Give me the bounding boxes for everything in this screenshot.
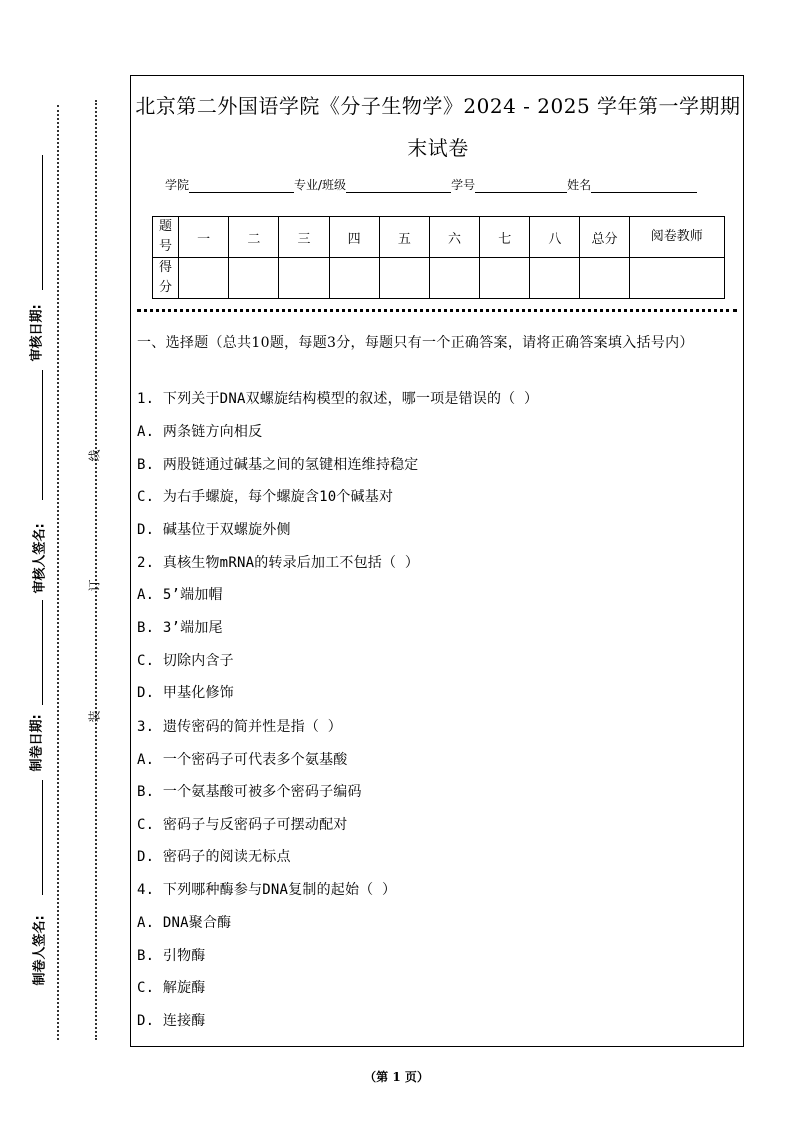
option-b: B. 两股链通过碱基之间的氢键相连维持稳定 — [137, 457, 419, 473]
option-d: D. 连接酶 — [137, 1013, 206, 1029]
score-table-header-row — [153, 217, 725, 258]
student-info-row — [165, 176, 697, 193]
maker-sign-line[interactable] — [42, 780, 43, 895]
question-stem: 2. 真核生物mRNA的转录后加工不包括（ ） — [137, 555, 420, 571]
col-5: 五 — [379, 217, 429, 258]
name-label: 姓名 — [567, 178, 592, 192]
bind-char-xian: 线 — [87, 449, 102, 462]
question-number-label: 题号 — [153, 217, 179, 258]
major-class-label: 专业/班级 — [294, 178, 347, 192]
col-1: 一 — [179, 217, 229, 258]
option-d: D. 甲基化修饰 — [137, 685, 234, 701]
col-3: 三 — [279, 217, 329, 258]
question-stem: 3. 遗传密码的简并性是指（ ） — [137, 719, 342, 735]
exam-title-line2: 末试卷 — [407, 136, 469, 160]
total-label: 总分 — [580, 217, 629, 258]
score-cell[interactable] — [530, 258, 580, 299]
option-c: C. 为右手螺旋，每个螺旋含10个碱基对 — [137, 489, 394, 505]
option-b: B. 引物酶 — [137, 948, 206, 964]
teacher-label: 阅卷教师 — [629, 217, 724, 258]
option-c: C. 密码子与反密码子可摆动配对 — [137, 817, 348, 833]
option-a: A. 5’端加帽 — [137, 587, 223, 603]
review-date-label: 审核日期: — [29, 304, 45, 362]
reviewer-sign-line[interactable] — [42, 370, 43, 500]
score-cell[interactable] — [429, 258, 479, 299]
option-d: D. 碱基位于双螺旋外侧 — [137, 522, 291, 538]
option-d: D. 密码子的阅读无标点 — [137, 849, 291, 865]
option-c: C. 解旋酶 — [137, 980, 206, 996]
name-field[interactable] — [591, 180, 697, 193]
page-number: （第 1 页） — [364, 1070, 429, 1084]
dotted-separator — [137, 309, 737, 312]
question-stem: 4. 下列哪种酶参与DNA复制的起始（ ） — [137, 882, 397, 898]
section-heading: 一、选择题（总共10题，每题3分，每题只有一个正确答案，请将正确答案填入括号内） — [137, 335, 694, 351]
score-table-score-row — [153, 258, 725, 299]
student-id-label: 学号 — [451, 178, 476, 192]
option-a: A. 一个密码子可代表多个氨基酸 — [137, 752, 348, 768]
left-dotted-line — [57, 105, 59, 1040]
col-4: 四 — [329, 217, 379, 258]
exam-title-line1: 北京第二外国语学院《分子生物学》2024 - 2025 学年第一学期期 — [135, 94, 741, 118]
option-a: A. 两条链方向相反 — [137, 424, 263, 440]
student-id-field[interactable] — [475, 180, 567, 193]
teacher-sign-cell[interactable] — [629, 258, 724, 299]
score-table — [152, 216, 725, 299]
exam-frame — [130, 75, 744, 1047]
option-a: A. DNA聚合酶 — [137, 915, 232, 931]
bind-char-ding: 订 — [87, 579, 102, 592]
make-date-line[interactable] — [42, 600, 43, 705]
score-cell[interactable] — [329, 258, 379, 299]
major-class-field[interactable] — [346, 180, 451, 193]
score-label: 得分 — [153, 258, 179, 299]
col-7: 七 — [480, 217, 530, 258]
score-cell[interactable] — [279, 258, 329, 299]
reviewer-sign-label: 审核人签名: — [32, 523, 48, 594]
option-c: C. 切除内含子 — [137, 653, 234, 669]
option-b: B. 一个氨基酸可被多个密码子编码 — [137, 784, 362, 800]
score-cell[interactable] — [480, 258, 530, 299]
score-cell[interactable] — [379, 258, 429, 299]
bind-char-zhuang: 装 — [87, 710, 102, 723]
question-stem: 1. 下列关于DNA双螺旋结构模型的叙述，哪一项是错误的（ ） — [137, 391, 539, 407]
make-date-label: 制卷日期: — [29, 714, 45, 772]
review-date-line[interactable] — [42, 155, 43, 290]
total-score-cell[interactable] — [580, 258, 629, 299]
col-8: 八 — [530, 217, 580, 258]
score-cell[interactable] — [179, 258, 229, 299]
col-6: 六 — [429, 217, 479, 258]
option-b: B. 3’端加尾 — [137, 620, 223, 636]
maker-sign-label: 制卷人签名: — [32, 915, 48, 986]
binding-dotted-line — [95, 100, 97, 1040]
college-label: 学院 — [165, 178, 190, 192]
score-cell[interactable] — [229, 258, 279, 299]
college-field[interactable] — [189, 180, 294, 193]
col-2: 二 — [229, 217, 279, 258]
